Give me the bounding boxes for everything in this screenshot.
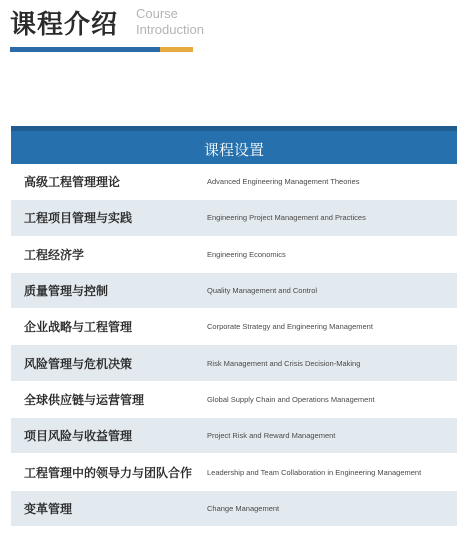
table-row [11, 164, 457, 200]
table-row [11, 345, 457, 381]
course-name-en: Engineering Economics [207, 249, 286, 259]
table-row [11, 382, 457, 418]
table-row [11, 200, 457, 236]
course-name-cn: 项目风险与收益管理 [24, 429, 133, 444]
course-name-cn: 工程项目管理与实践 [24, 211, 133, 226]
course-name-en: Advanced Engineering Management Theories [207, 177, 360, 187]
page-title: 课程介绍 [10, 10, 119, 40]
table-row [11, 309, 457, 345]
course-name-en: Change Management [207, 503, 280, 513]
subtitle-line-1: Course [136, 6, 178, 21]
course-name-en: Risk Management and Crisis Decision-Making [207, 358, 361, 368]
subtitle-line-2: Introduction [136, 22, 204, 37]
course-name-cn: 质量管理与控制 [24, 284, 109, 299]
course-name-en: Global Supply Chain and Operations Management [207, 394, 375, 404]
table-row [11, 491, 457, 527]
title-underline-blue [10, 47, 165, 52]
course-name-en: Corporate Strategy and Engineering Management [207, 322, 373, 332]
course-table-header: 课程设置 [11, 126, 457, 164]
course-table [11, 126, 457, 527]
table-row [11, 454, 457, 490]
page-subtitle-en [136, 6, 204, 38]
table-row [11, 237, 457, 273]
course-name-cn: 全球供应链与运营管理 [24, 392, 145, 407]
course-name-cn: 高级工程管理理论 [24, 175, 121, 190]
course-name-en: Engineering Project Management and Practices [207, 213, 366, 223]
course-name-en: Leadership and Team Collaboration in Engineering Management [207, 467, 422, 477]
course-name-en: Quality Management and Control [207, 286, 318, 296]
title-underline-gold [160, 47, 193, 52]
course-table-body [11, 164, 457, 527]
table-row [11, 273, 457, 309]
course-name-cn: 变革管理 [24, 501, 73, 516]
course-name-en: Project Risk and Reward Management [207, 431, 336, 441]
course-name-cn: 工程经济学 [24, 247, 85, 262]
course-name-cn: 风险管理与危机决策 [24, 356, 133, 371]
table-row [11, 418, 457, 454]
course-name-cn: 企业战略与工程管理 [24, 320, 133, 335]
course-name-cn: 工程管理中的领导力与团队合作 [24, 465, 193, 480]
